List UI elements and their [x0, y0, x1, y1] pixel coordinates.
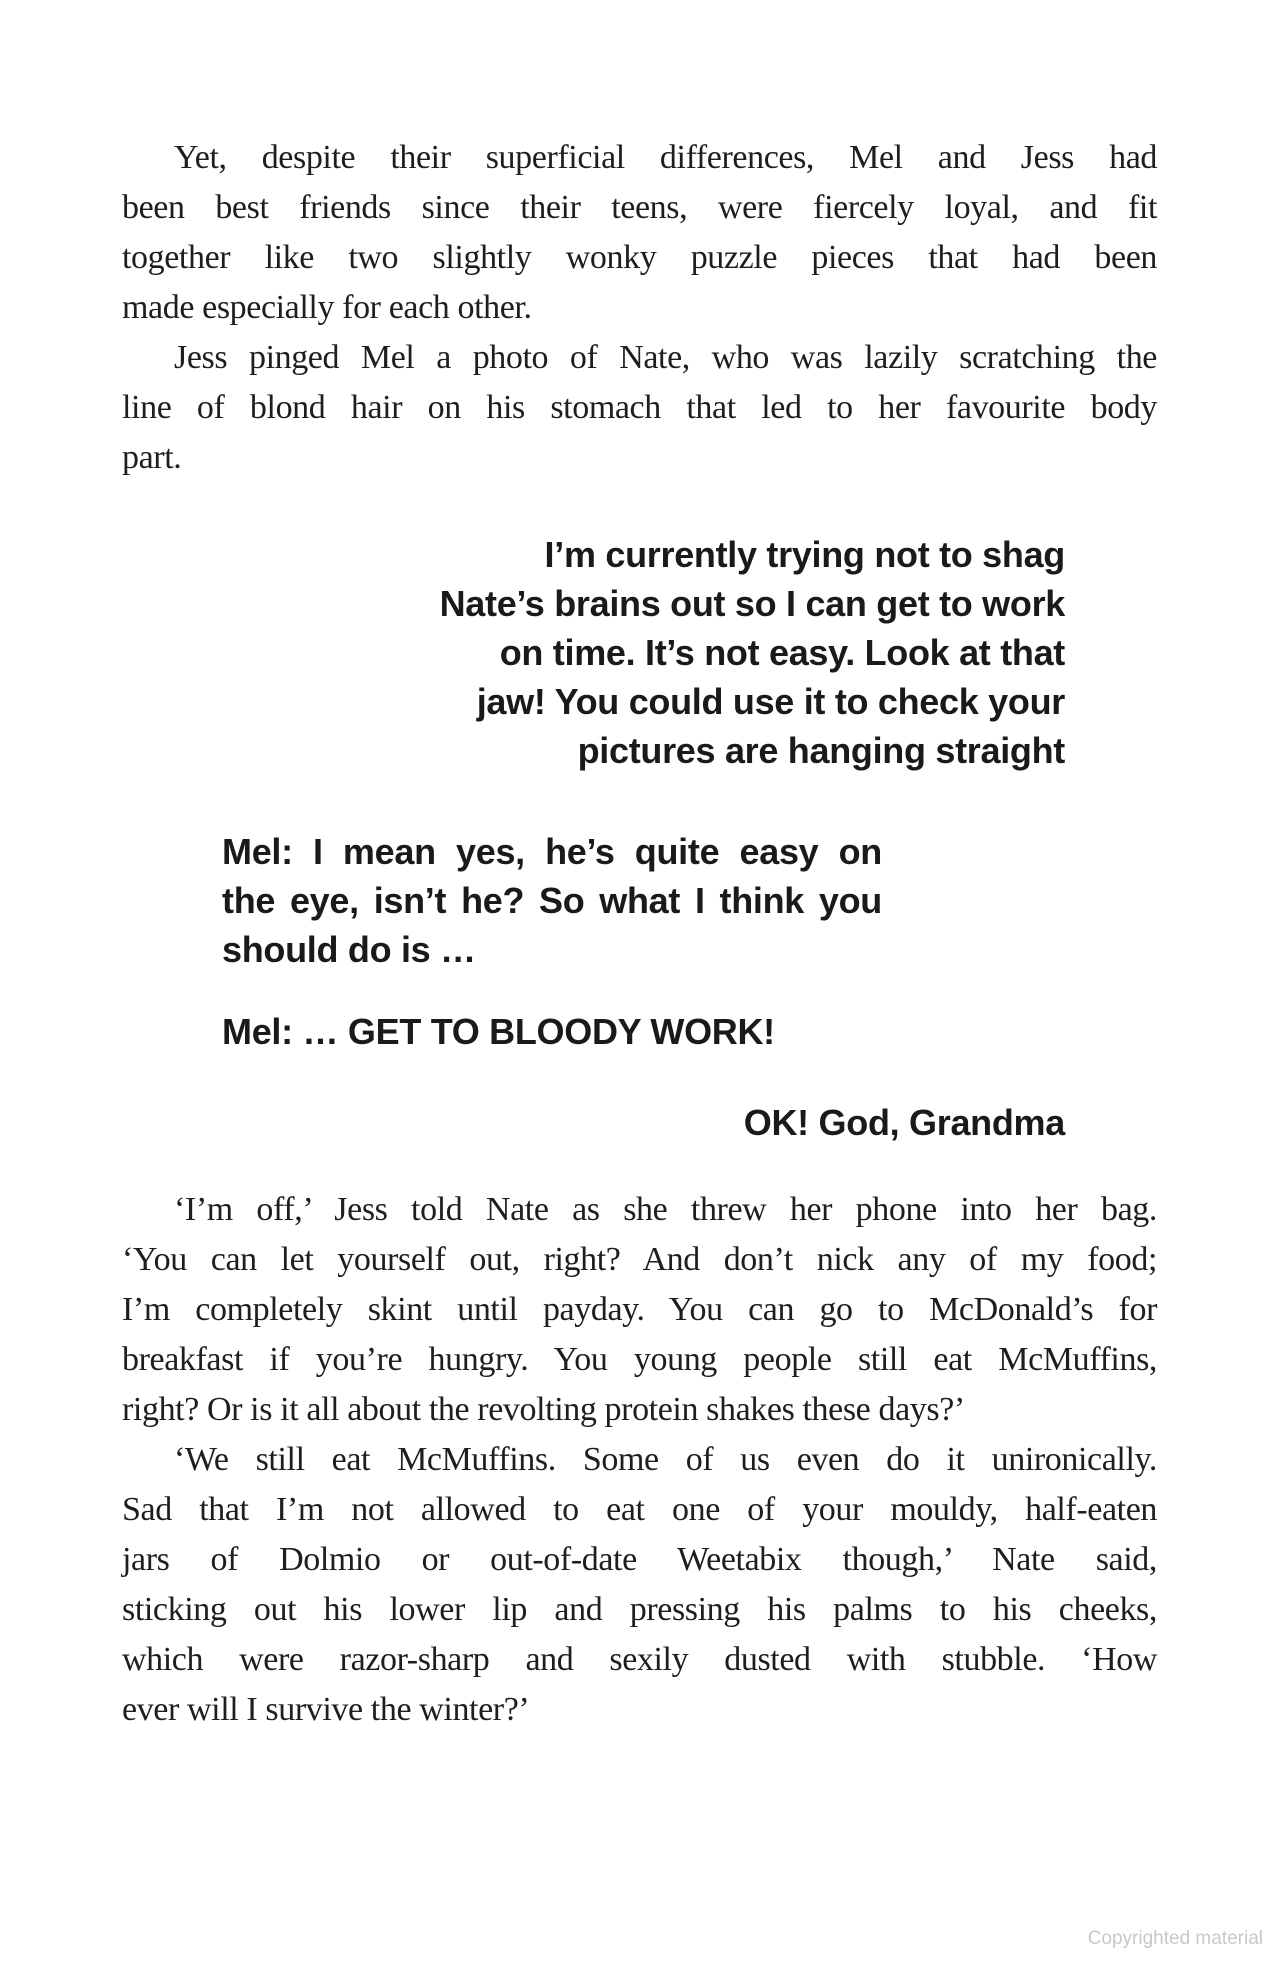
text-line: on time. It’s not easy. Look at that: [499, 632, 1065, 673]
text-line: ever will I survive the winter?’: [122, 1691, 530, 1728]
text-line: should do is …: [222, 929, 476, 970]
text-line: been best friends since their teens, were fiercely loyal, and fit: [122, 189, 1157, 226]
text-line: sticking out his lower lip and pressing his palms to his cheeks,: [122, 1591, 1157, 1628]
text-line: made especially for each other.: [122, 289, 532, 326]
text-line: Nate’s brains out so I can get to work: [439, 583, 1065, 624]
text-line: Mel: … GET TO BLOODY WORK!: [222, 1011, 775, 1052]
jess-text-message-1: [122, 530, 1065, 775]
text-line: ‘I’m off,’ Jess told Nate as she threw her phone into her bag.: [174, 1191, 1157, 1228]
text-line: Yet, despite their superficial differences, Mel and Jess had: [174, 139, 1157, 176]
text-line: I’m completely skint until payday. You can go to McDonald’s for: [122, 1291, 1157, 1328]
text-column: [122, 133, 1157, 1735]
text-line: OK! God, Grandma: [743, 1102, 1065, 1143]
mel-text-message-1: [222, 827, 882, 974]
paragraph-mel-jess-friendship: [122, 133, 1157, 333]
jess-text-message-2: [122, 1098, 1065, 1147]
copyright-notice: Copyrighted material: [1087, 1928, 1263, 1949]
text-line: together like two slightly wonky puzzle pieces that had been: [122, 239, 1157, 276]
text-line: line of blond hair on his stomach that led to her favourite body: [122, 389, 1157, 426]
text-line: jars of Dolmio or out-of-date Weetabix though,’ Nate said,: [122, 1541, 1157, 1578]
text-line: Sad that I’m not allowed to eat one of your mouldy, half-eaten: [122, 1491, 1157, 1528]
text-line: ‘We still eat McMuffins. Some of us even do it unironically.: [174, 1441, 1157, 1478]
text-line: ‘You can let yourself out, right? And don’t nick any of my food;: [122, 1241, 1157, 1278]
text-line: Mel: I mean yes, he’s quite easy on: [222, 831, 882, 872]
paragraph-jess-pinged-photo: [122, 333, 1157, 483]
text-line: right? Or is it all about the revolting protein shakes these days?’: [122, 1391, 965, 1428]
text-line: jaw! You could use it to check your: [476, 681, 1065, 722]
paragraph-we-still-eat-mcmuffins: [122, 1435, 1157, 1735]
text-line: the eye, isn’t he? So what I think you: [222, 880, 882, 921]
mel-text-message-2: [222, 1007, 882, 1056]
text-line: pictures are hanging straight: [577, 730, 1065, 771]
text-line: I’m currently trying not to shag: [544, 534, 1065, 575]
text-line: Jess pinged Mel a photo of Nate, who was lazily scratching the: [174, 339, 1157, 376]
text-line: which were razor-sharp and sexily dusted with stubble. ‘How: [122, 1641, 1157, 1678]
text-line: part.: [122, 439, 182, 476]
paragraph-im-off: [122, 1185, 1157, 1435]
text-line: breakfast if you’re hungry. You young people still eat McMuffins,: [122, 1341, 1157, 1378]
